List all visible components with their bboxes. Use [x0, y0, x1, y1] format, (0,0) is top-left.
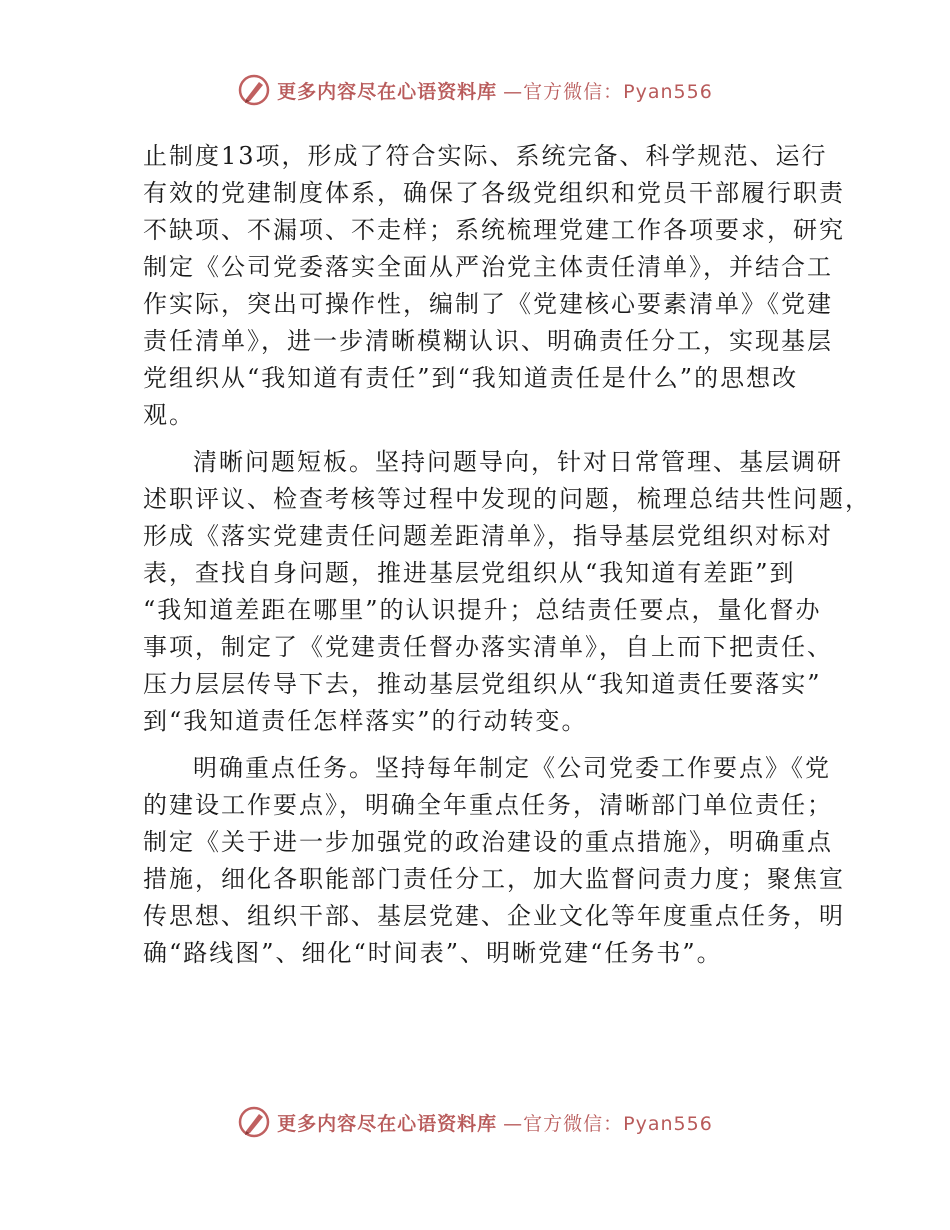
text-line: 不缺项、不漏项、不走样；系统梳理党建工作各项要求，研究	[143, 216, 845, 244]
document-body	[143, 138, 871, 982]
text-line: 表，查找自身问题，推进基层党组织从“我知道有差距”到	[143, 559, 796, 587]
text-line: 传思想、组织干部、基层党建、企业文化等年度重点任务，明	[143, 902, 845, 930]
text-line: 责任清单》，进一步清晰模糊认识、明确责任分工，实现基层	[143, 327, 833, 355]
text-line: 制定《公司党委落实全面从严治党主体责任清单》，并结合工	[143, 253, 833, 281]
text-line: 观。	[143, 401, 195, 429]
text-line: “我知道差距在哪里”的认识提升；总结责任要点，量化督办	[143, 596, 822, 624]
text-line: 止制度13项，形成了符合实际、系统完备、科学规范、运行	[143, 142, 828, 170]
banner-sub-text: —官方微信：Pyan556	[503, 80, 713, 103]
text-line: 形成《落实党建责任问题差距清单》，指导基层党组织对标对	[143, 522, 833, 550]
text-line: 清晰问题短板。坚持问题导向，针对日常管理、基层调研	[193, 448, 843, 476]
banner-main-text: 更多内容尽在心语资料库	[277, 1112, 498, 1135]
text-line: 述职评议、检查考核等过程中发现的问题，梳理总结共性问题，	[143, 485, 871, 513]
text-line: 到“我知道责任怎样落实”的行动转变。	[143, 707, 588, 735]
banner-main-text: 更多内容尽在心语资料库	[277, 80, 498, 103]
text-line: 的建设工作要点》，明确全年重点任务，清晰部门单位责任；	[143, 791, 833, 819]
paragraph-1	[143, 138, 845, 434]
footer-banner	[0, 1102, 950, 1142]
text-line: 压力层层传导下去，推动基层党组织从“我知道责任要落实”	[143, 670, 822, 698]
text-line: 有效的党建制度体系，确保了各级党组织和党员干部履行职责	[143, 179, 845, 207]
pen-logo-icon	[237, 73, 271, 107]
text-line: 事项，制定了《党建责任督办落实清单》，自上而下把责任、	[143, 633, 833, 661]
paragraph-2	[143, 444, 871, 740]
text-line: 党组织从“我知道有责任”到“我知道责任是什么”的思想改	[143, 364, 799, 392]
text-line: 制定《关于进一步加强党的政治建设的重点措施》，明确重点	[143, 828, 833, 856]
banner-sub-text: —官方微信：Pyan556	[503, 1112, 713, 1135]
text-line: 作实际，突出可操作性，编制了《党建核心要素清单》《党建	[143, 290, 833, 318]
pen-logo-icon	[237, 1105, 271, 1139]
text-line: 确“路线图”、细化“时间表”、明晰党建“任务书”。	[143, 939, 723, 967]
paragraph-3	[143, 750, 845, 972]
header-banner	[0, 70, 950, 110]
text-line: 措施，细化各职能部门责任分工，加大监督问责力度；聚焦宣	[143, 865, 845, 893]
text-line: 明确重点任务。坚持每年制定《公司党委工作要点》《党	[193, 754, 831, 782]
